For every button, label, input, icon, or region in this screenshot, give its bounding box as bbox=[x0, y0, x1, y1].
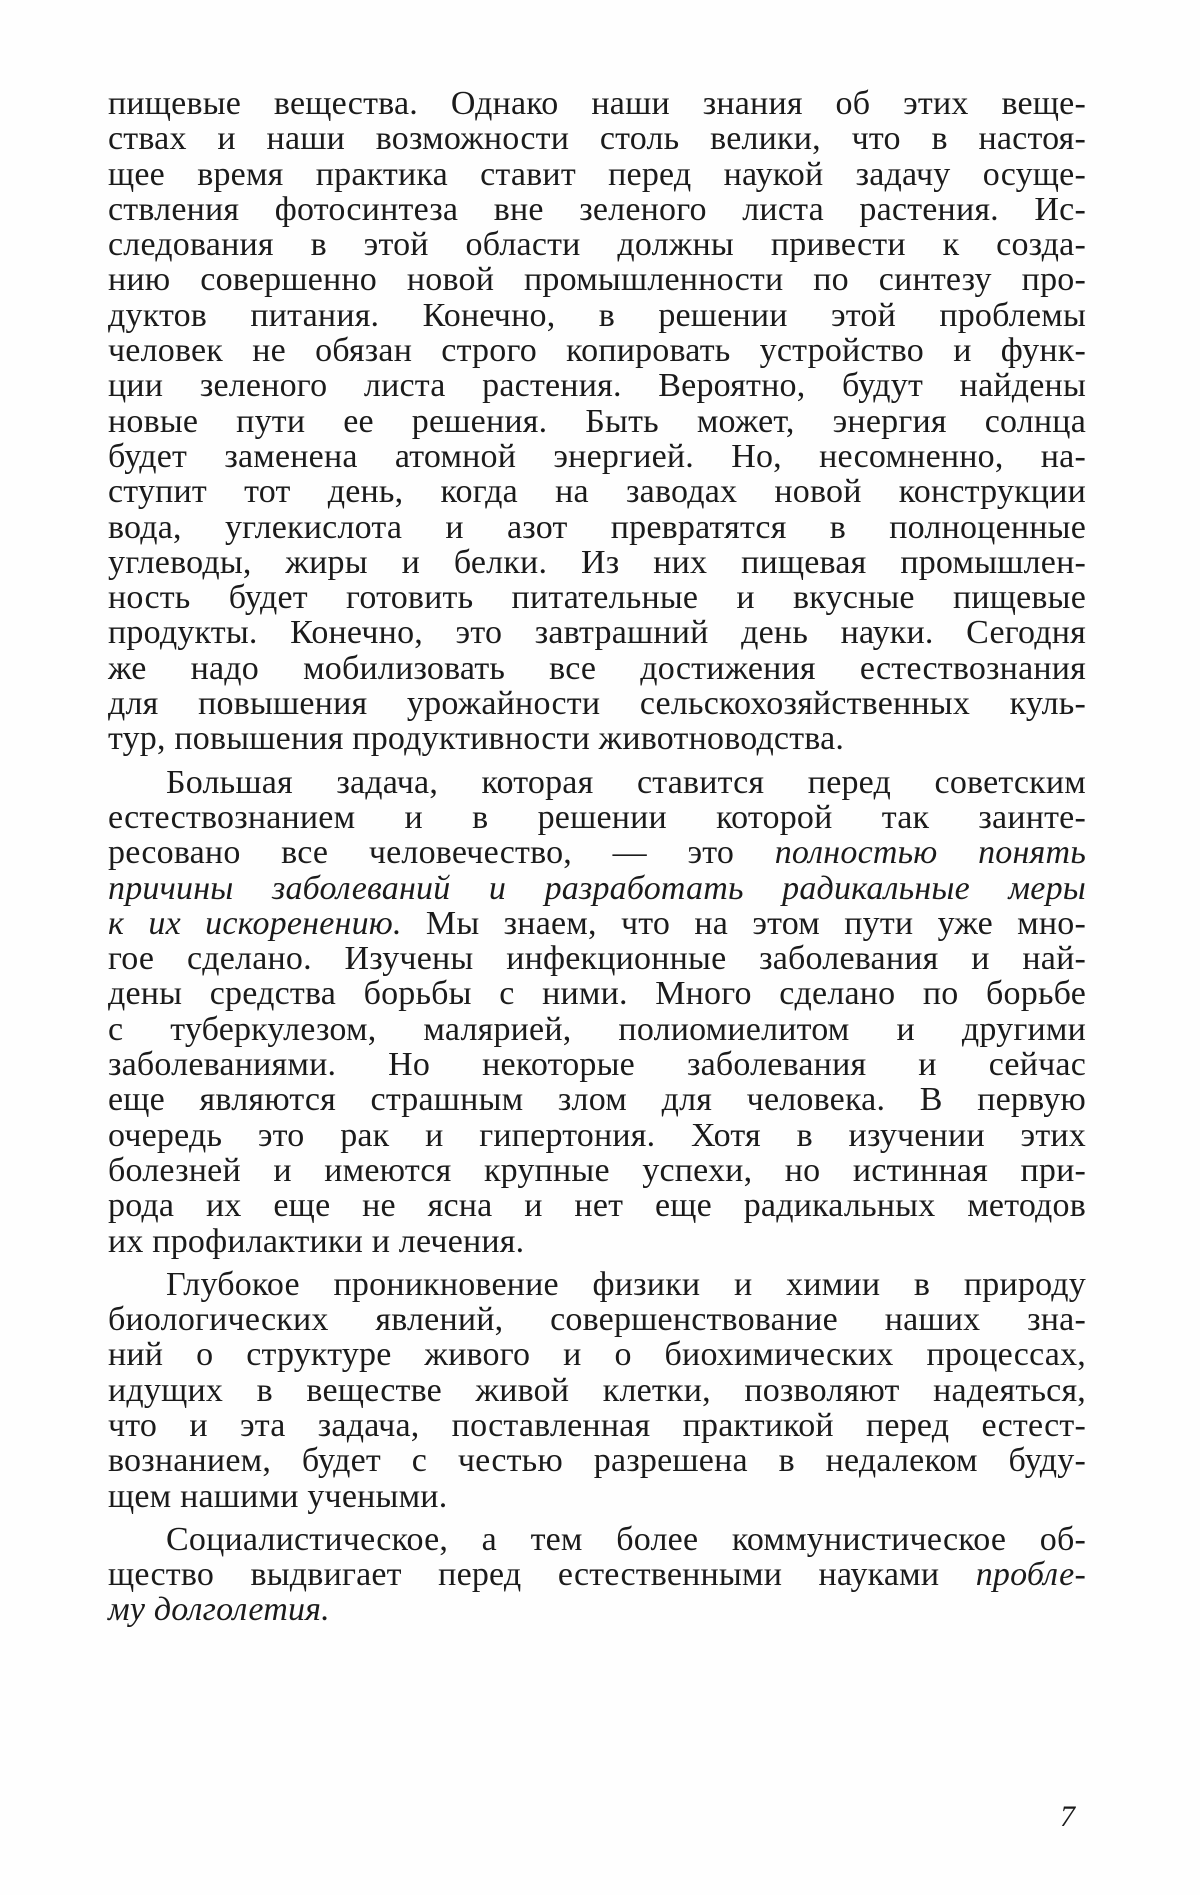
text-line bbox=[108, 262, 1086, 297]
text-run: нию совершенно новой промышленности по синтезу про- bbox=[108, 261, 1086, 299]
text-line bbox=[108, 86, 1086, 121]
text-run: ствах и наши возможности столь велики, что в настоя- bbox=[108, 120, 1086, 158]
text-run: дуктов питания. Конечно, в решении этой проблемы bbox=[108, 296, 1086, 334]
text-run: естествознанием и в решении которой так заинте- bbox=[108, 798, 1086, 836]
text-run: Большая задача, которая ставится перед советским bbox=[166, 763, 1086, 801]
text-line bbox=[108, 765, 1086, 800]
text-line bbox=[108, 1479, 1086, 1514]
text-run: углеводы, жиры и белки. Из них пищевая промышлен- bbox=[108, 543, 1086, 581]
text-line bbox=[108, 1592, 1086, 1627]
text-line bbox=[108, 298, 1086, 333]
text-run: Глубокое проникновение физики и химии в природу bbox=[166, 1265, 1086, 1303]
paragraph bbox=[108, 1522, 1086, 1628]
text-run: что и эта задача, поставленная практикой перед естест- bbox=[108, 1406, 1086, 1444]
text-run: продукты. Конечно, это завтрашний день науки. Сегодня bbox=[108, 614, 1086, 652]
text-line bbox=[108, 1557, 1086, 1592]
text-line bbox=[108, 157, 1086, 192]
text-line bbox=[108, 835, 1086, 870]
text-line bbox=[108, 1012, 1086, 1047]
text-line bbox=[108, 906, 1086, 941]
page-number: 7 bbox=[1060, 1800, 1075, 1833]
text-run: ность будет готовить питательные и вкусные пищевые bbox=[108, 579, 1086, 617]
emphasized-text: полностью понять bbox=[774, 834, 1086, 872]
text-run: тур, повышения продуктивности животноводства. bbox=[108, 720, 845, 758]
text-line bbox=[108, 941, 1086, 976]
text-run: их профилактики и лечения. bbox=[108, 1222, 525, 1260]
text-run: Социалистическое, а тем более коммунистическое об- bbox=[166, 1520, 1086, 1558]
text-line bbox=[108, 615, 1086, 650]
text-line bbox=[108, 1224, 1086, 1259]
text-run: же надо мобилизовать все достижения естествознания bbox=[108, 649, 1086, 687]
paragraph bbox=[108, 1267, 1086, 1514]
text-run: гое сделано. Изучены инфекционные заболевания и най- bbox=[108, 940, 1086, 978]
text-run: дены средства борьбы с ними. Много сделано по борьбе bbox=[108, 975, 1086, 1013]
text-line bbox=[108, 580, 1086, 615]
paragraph bbox=[108, 765, 1086, 1259]
text-line bbox=[108, 510, 1086, 545]
text-line bbox=[108, 1408, 1086, 1443]
text-line bbox=[108, 474, 1086, 509]
emphasized-text: пробле- bbox=[975, 1556, 1086, 1594]
text-line bbox=[108, 1082, 1086, 1117]
text-line bbox=[108, 227, 1086, 262]
text-run: ступит тот день, когда на заводах новой конструкции bbox=[108, 473, 1086, 511]
text-line bbox=[108, 1267, 1086, 1302]
text-line bbox=[108, 1522, 1086, 1557]
emphasized-text: му долголетия. bbox=[108, 1591, 330, 1629]
emphasized-text: причины заболеваний и разработать радикальные меры bbox=[108, 869, 1086, 907]
text-line bbox=[108, 651, 1086, 686]
text-line bbox=[108, 1373, 1086, 1408]
text-line bbox=[108, 721, 1086, 756]
text-line bbox=[108, 368, 1086, 403]
text-run: идущих в веществе живой клетки, позволяют надеяться, bbox=[108, 1371, 1086, 1409]
text-line bbox=[108, 404, 1086, 439]
text-run: щем нашими учеными. bbox=[108, 1477, 448, 1515]
text-run: щество выдвигает перед естественными науками bbox=[108, 1556, 976, 1594]
text-run: будет заменена атомной энергией. Но, несомненно, на- bbox=[108, 437, 1086, 475]
text-line bbox=[108, 121, 1086, 156]
text-line bbox=[108, 1047, 1086, 1082]
text-run: очередь это рак и гипертония. Хотя в изучении этих bbox=[108, 1116, 1086, 1154]
text-run: человек не обязан строго копировать устройство и функ- bbox=[108, 332, 1086, 370]
text-run: ции зеленого листа растения. Вероятно, будут найдены bbox=[108, 367, 1086, 405]
text-run: ствления фотосинтеза вне зеленого листа растения. Ис- bbox=[108, 190, 1086, 228]
text-line bbox=[108, 545, 1086, 580]
text-line bbox=[108, 1188, 1086, 1223]
text-line bbox=[108, 192, 1086, 227]
text-run: с туберкулезом, малярией, полиомиелитом и другими bbox=[108, 1010, 1086, 1048]
text-line bbox=[108, 1153, 1086, 1188]
text-run: щее время практика ставит перед наукой задачу осуще- bbox=[108, 155, 1086, 193]
text-run: болезней и имеются крупные успехи, но истинная при- bbox=[108, 1151, 1086, 1189]
text-run: рода их еще не ясна и нет еще радикальных методов bbox=[108, 1187, 1086, 1225]
text-line bbox=[108, 1337, 1086, 1372]
text-line bbox=[108, 871, 1086, 906]
text-run: следования в этой области должны привести к созда- bbox=[108, 226, 1086, 264]
text-run: Мы знаем, что на этом пути уже мно- bbox=[401, 904, 1086, 942]
text-line bbox=[108, 333, 1086, 368]
text-line bbox=[108, 976, 1086, 1011]
text-run: ний о структуре живого и о биохимических процессах, bbox=[108, 1336, 1086, 1374]
text-run: ресовано все человечество, — это bbox=[108, 834, 775, 872]
text-run: пищевые вещества. Однако наши знания об этих веще- bbox=[108, 85, 1086, 122]
text-run: биологических явлений, совершенствование наших зна- bbox=[108, 1301, 1086, 1339]
text-run: новые пути ее решения. Быть может, энергия солнца bbox=[108, 402, 1086, 440]
text-run: для повышения урожайности сельскохозяйственных куль- bbox=[108, 685, 1086, 723]
text-line bbox=[108, 1302, 1086, 1337]
text-line bbox=[108, 800, 1086, 835]
body-text bbox=[108, 86, 1086, 1628]
text-run: вознанием, будет с честью разрешена в недалеком буду- bbox=[108, 1442, 1086, 1480]
paragraph bbox=[108, 86, 1086, 757]
text-line bbox=[108, 686, 1086, 721]
text-run: вода, углекислота и азот превратятся в полноценные bbox=[108, 508, 1086, 546]
emphasized-text: к их искоренению. bbox=[108, 904, 402, 942]
text-run: еще являются страшным злом для человека. В первую bbox=[108, 1081, 1086, 1119]
text-line bbox=[108, 439, 1086, 474]
text-line bbox=[108, 1443, 1086, 1478]
text-run: заболеваниями. Но некоторые заболевания и сейчас bbox=[108, 1046, 1086, 1084]
text-line bbox=[108, 1118, 1086, 1153]
